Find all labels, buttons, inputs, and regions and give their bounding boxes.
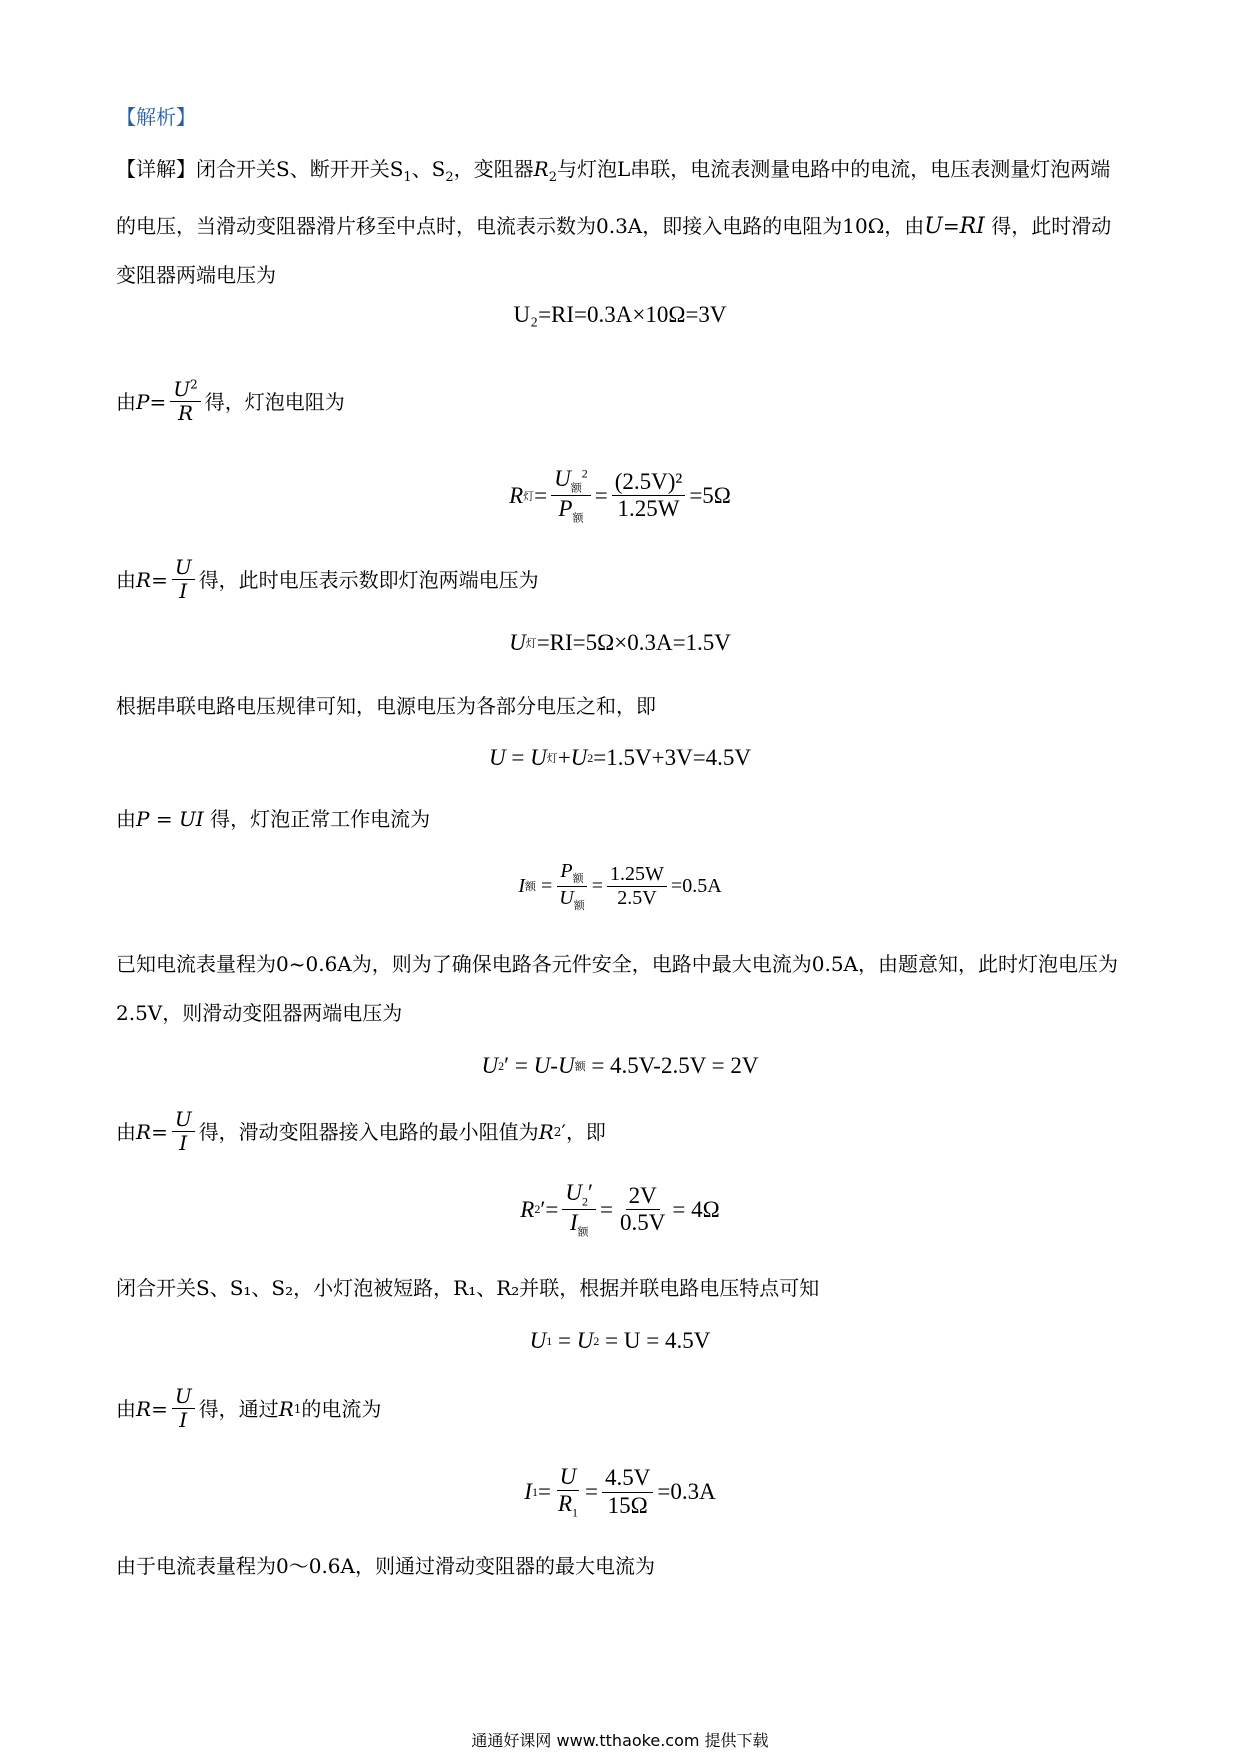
equation-r-lamp: R 灯 = $\frac{U_额^2}{P_额}$ = $\frac{\text{(2.5V)²}}{1.25W}$ =5Ω [509,466,731,525]
eq5-den: 2.5V [617,886,657,909]
eq7-tail: = 4Ω [672,1196,720,1222]
equation-u-total: U = U 灯 + U 2 =1.5V+3V=4.5V [488,745,752,770]
eq2-num: (2.5V)² [612,469,686,496]
eq6-tail: = 4.5V-2.5V = 2V [591,1053,759,1078]
eq5-tail: =0.5A [670,874,722,897]
eq4-tail: =1.5V+3V=4.5V [593,745,752,770]
p7-post: 得，滑动变阻器接入电路的最小阻值为 [198,1119,539,1144]
detail-label: 【详解】 [116,157,196,181]
paragraph-r-formula-3: 由 R = $\frac{U}{I}$ 得，通过 R 1 的电流为 [116,1384,382,1432]
equation-u-parallel: U 1 = U 2 = U = 4.5V [529,1328,711,1353]
equation-i-rated: I 额 = $\frac{P_额}{U_额}$ = $\frac{1.25W}{2.5V}$ =0.5A [518,860,722,912]
p7-end: ，即 [565,1119,606,1144]
p1-text-c: ，变阻器 [453,157,534,181]
paragraph-p-formula: 由 P = $\frac{U^2}{R}$ 得，灯泡电阻为 [116,377,345,425]
page-footer: 通通好课网 www.tthaoke.com 提供下载 [471,1731,769,1750]
equation-u-lamp: U 灯 =RI=5Ω×0.3A=1.5V [509,630,731,655]
eq7-num: 2V [626,1183,660,1210]
p5-post: 得，灯泡正常工作电流为 [210,807,431,831]
eq2-den: 1.25W [617,496,680,522]
eq9-tail: =0.3A [657,1479,716,1505]
equation-u2-prime: U 2 ′ = U - U 额 = 4.5V-2.5V = 2V [481,1053,759,1078]
p9-post: 得，通过 [198,1396,279,1421]
equation-u2: U₂=RI=0.3A×10Ω=3V [513,302,727,327]
equation-i1: I 1 = $\frac{U}{R_1}$ = $\frac{4.5V}{15\Omega}$ =0.3A [524,1464,716,1521]
eq5-num: 1.25W [607,863,667,887]
paragraph-parallel: 闭合开关S、S₁、S₂，小灯泡被短路，R₁、R₂并联，根据并联电路电压特点可知 [116,1276,820,1300]
paragraph-series: 根据串联电路电压规律可知，电源电压为各部分电压之和，即 [116,694,656,718]
paragraph-detail: 【详解】闭合开关S、断开开关$S_1$、$S_2$，变阻器$R_2$与灯泡L串联，电流表测量电路中的电流，电压表测量灯泡两端的电压，当滑动变阻器滑片移至中点时，电流表示数为0.3A，即接入电路的电阻为10Ω，由U=RI 得，此时滑动变阻器两端电压为 [116,157,1112,287]
p3-post: 得，此时电压表示数即灯泡两端电压为 [198,567,539,592]
eq2-result: =5Ω [689,482,731,508]
eq3-text: =RI=5Ω×0.3A=1.5V [536,630,731,655]
p9-end: 的电流为 [301,1396,382,1421]
p1-text-a: 闭合开关S、断开开关S [196,157,404,181]
p1-text-e: 得，此时滑动变阻器两端电压为 [116,214,1112,287]
paragraph-r-formula-1: 由 R = $\frac{U}{I}$ 得，此时电压表示数即灯泡两端电压为 [116,555,539,603]
p2-post: 得，灯泡电阻为 [204,389,345,414]
eq9-num: 4.5V [602,1465,653,1492]
eq7-den: 0.5V [620,1210,666,1236]
paragraph-r-formula-2: 由 R = $\frac{U}{I}$ 得，滑动变阻器接入电路的最小阻值为 R 2 ′ ，即 [116,1107,606,1155]
section-heading: 【解析】 [116,105,196,129]
p1-text-b: 、S [411,157,446,181]
paragraph-max-current: 由于电流表量程为0～0.6A，则通过滑动变阻器的最大电流为 [116,1554,655,1578]
paragraph-p-ui: 由P = UI 得，灯泡正常工作电流为 [116,807,431,831]
p2-pre: 由 [116,389,136,414]
p1-text-d: 与灯泡L串联，电流表测量电路中的电流，电压表测量灯泡两端的电压，当滑动变阻器滑片移至中点时，电流表示数为0.3A，即接入电路的电阻为10Ω，由 [116,157,1111,238]
equation-r2-prime: R 2 ′= $\frac{U_2'}{I_额}$ = $\frac{2V}{0.5V}$ = 4Ω [520,1180,720,1239]
paragraph-range: 已知电流表量程为0~0.6A为，则为了确保电路各元件安全，电路中最大电流为0.5A，由题意知，此时灯泡电压为2.5V，则滑动变阻器两端电压为 [116,952,1118,1025]
eq9-den: 15Ω [607,1492,648,1518]
eq8-tail: = U = 4.5V [605,1328,711,1353]
